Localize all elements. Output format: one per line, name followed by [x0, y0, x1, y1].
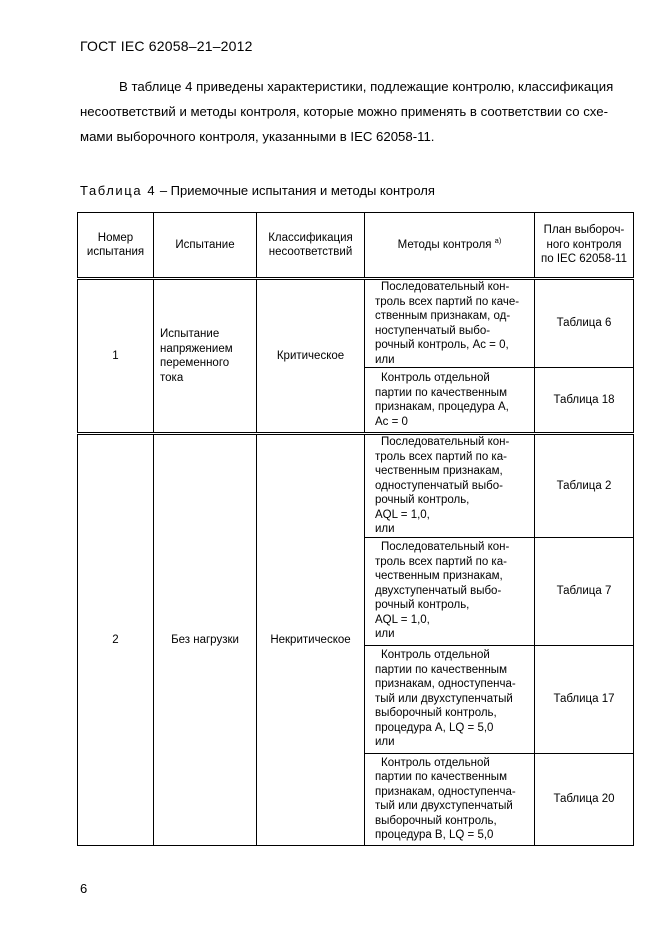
method-line: выборочный контроль, [375, 707, 497, 720]
method-line: Контроль отдельной [381, 372, 490, 384]
method-cell [365, 753, 535, 845]
table-caption-label: Таблица 4 [80, 183, 157, 198]
method-line: процедура А, LQ = 5,0 [375, 721, 494, 734]
intro-paragraph [80, 74, 620, 149]
method-line: Ас = 0 [375, 415, 408, 428]
method-line: одноступенчатый выбо- [375, 479, 503, 492]
header-methods [365, 213, 535, 279]
header-plan: План выбороч-ного контроля по IEC 62058-11 [535, 213, 634, 279]
method-line: рочный контроль, [375, 494, 470, 506]
method-line: или [375, 736, 395, 749]
method-line: Последовательный кон- [381, 541, 510, 554]
method-line: троль всех партий по каче- [375, 295, 520, 308]
test-number-cell: 2 [78, 434, 154, 846]
method-line: партии по качественным [375, 771, 507, 783]
method-line: ственным признакам, од- [375, 310, 511, 322]
method-cell [365, 645, 535, 753]
method-line: двухступенчатый выбо- [375, 584, 502, 597]
intro-line: В таблице 4 приведены характеристики, подлежащие контролю, классификация [119, 79, 614, 94]
method-line: тый или двухступенчатый [375, 692, 513, 705]
intro-line: мами выборочного контроля, указанными в IEC 62058-11. [80, 129, 435, 144]
method-cell [365, 279, 535, 368]
plan-cell: Таблица 2 [535, 434, 634, 538]
method-cell [365, 434, 535, 538]
intro-line: несоответствий и методы контроля, которые можно применять в соответствии со схе- [80, 104, 608, 119]
method-line: Последовательный кон- [381, 281, 510, 293]
header-test: Испытание [154, 213, 257, 279]
test-number-cell: 1 [78, 279, 154, 434]
table-header-row [78, 213, 634, 279]
method-line: выборочный контроль, [375, 814, 497, 827]
table-row [78, 279, 634, 368]
method-line: признакам, одноступенча- [375, 785, 516, 798]
method-line: или [375, 523, 395, 535]
method-line: Контроль отдельной [381, 649, 490, 662]
method-line: процедура В, LQ = 5,0 [375, 829, 494, 841]
plan-cell: Таблица 17 [535, 645, 634, 753]
method-line: партии по качественным [375, 663, 507, 676]
page-number: 6 [80, 881, 88, 896]
method-line: или [375, 628, 395, 641]
table-caption-text: – Приемочные испытания и методы контроля [156, 183, 435, 198]
method-line: AQL = 1,0, [375, 613, 430, 626]
header-number: Номер испытания [78, 213, 154, 279]
method-cell [365, 368, 535, 434]
method-line: Контроль отдельной [381, 756, 490, 769]
method-line: признакам, одноступенча- [375, 678, 516, 691]
classification-cell: Критическое [257, 279, 365, 434]
method-line: чественным признакам, [375, 570, 503, 583]
test-name-cell: Испытание напряжением переменного тока [154, 279, 257, 434]
plan-cell: Таблица 7 [535, 537, 634, 645]
method-line: ноступенчатый выбо- [375, 324, 491, 337]
classification-cell: Некритическое [257, 434, 365, 846]
method-line: или [375, 353, 395, 366]
test-name-cell: Без нагрузки [154, 434, 257, 846]
method-cell [365, 537, 535, 645]
method-line: тый или двухступенчатый [375, 800, 513, 812]
method-line: Последовательный кон- [381, 436, 510, 448]
plan-cell: Таблица 18 [535, 368, 634, 434]
table-caption [80, 183, 435, 198]
plan-cell: Таблица 6 [535, 279, 634, 368]
method-line: признакам, процедура А, [375, 401, 509, 413]
method-line: AQL = 1,0, [375, 508, 430, 521]
header-methods-note: a) [494, 235, 502, 245]
table-row [78, 434, 634, 538]
acceptance-tests-table [77, 212, 634, 846]
plan-cell: Таблица 20 [535, 753, 634, 845]
method-line: рочный контроль, Ас = 0, [375, 339, 509, 351]
header-classification: Классификация несоответствий [257, 213, 365, 279]
method-line: троль всех партий по ка- [375, 555, 507, 568]
method-line: партии по качественным [375, 386, 507, 399]
method-line: чественным признакам, [375, 465, 503, 477]
method-line: рочный контроль, [375, 599, 470, 612]
method-line: троль всех партий по ка- [375, 450, 507, 463]
header-methods-label: Методы контроля [397, 238, 492, 251]
document-header: ГОСТ IEC 62058–21–2012 [80, 38, 253, 54]
